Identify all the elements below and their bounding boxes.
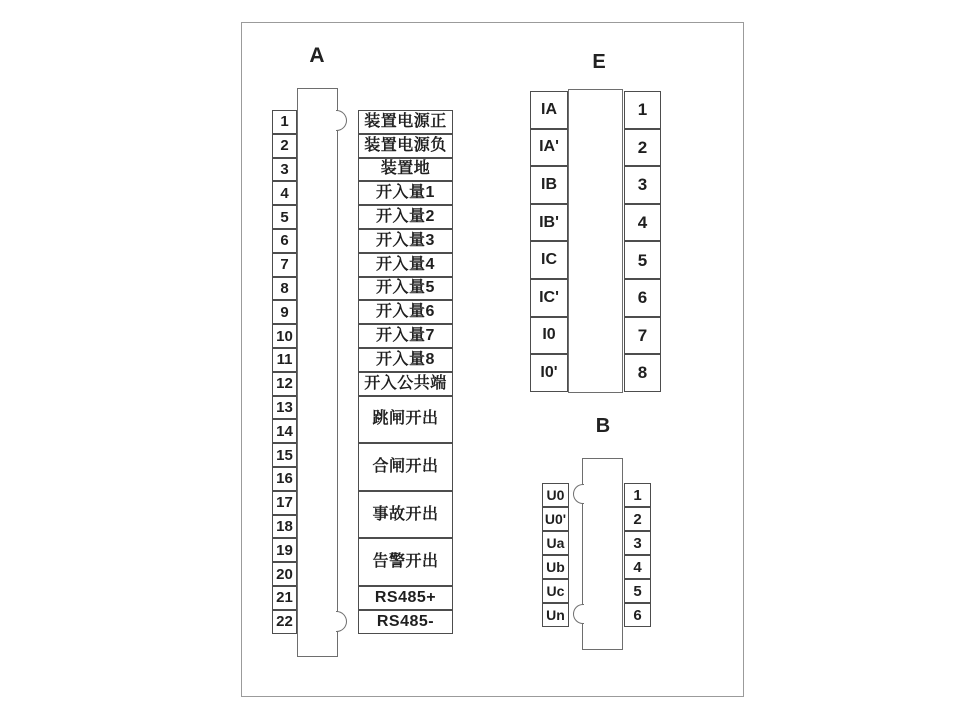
signal-label-cell: Un (542, 603, 569, 627)
terminal-number-cell: 3 (272, 158, 297, 182)
terminal-label-cell: RS485+ (358, 586, 453, 610)
terminal-number-cell: 6 (272, 229, 297, 253)
block-b-body (582, 458, 623, 650)
signal-label-cell: U0 (542, 483, 569, 507)
block-e-pin-column (624, 91, 661, 392)
terminal-number-cell: 10 (272, 324, 297, 348)
pin-number-cell: 5 (624, 241, 661, 279)
terminal-number-cell: 16 (272, 467, 297, 491)
pin-number-cell: 7 (624, 317, 661, 355)
terminal-label-cell: 告警开出 (358, 538, 453, 586)
terminal-label-cell: 开入量5 (358, 277, 453, 301)
terminal-label-cell: 装置电源正 (358, 110, 453, 134)
terminal-label-cell: 开入公共端 (358, 372, 453, 396)
block-e-body (568, 89, 623, 393)
terminal-label-cell: 开入量2 (358, 205, 453, 229)
block-e-label-column (530, 91, 568, 392)
pin-number-cell: 8 (624, 354, 661, 392)
terminal-label-cell: 跳闸开出 (358, 396, 453, 444)
signal-label-cell: I0 (530, 317, 568, 355)
terminal-label-cell: 开入量8 (358, 348, 453, 372)
terminal-number-cell: 18 (272, 515, 297, 539)
signal-label-cell: Ua (542, 531, 569, 555)
terminal-label-cell: 合闸开出 (358, 443, 453, 491)
terminal-number-cell: 17 (272, 491, 297, 515)
terminal-number-cell: 12 (272, 372, 297, 396)
signal-label-cell: IC' (530, 279, 568, 317)
block-b-pin-column (624, 483, 651, 627)
signal-label-cell: Ub (542, 555, 569, 579)
pin-number-cell: 4 (624, 555, 651, 579)
terminal-label-cell: 开入量7 (358, 324, 453, 348)
terminal-label-cell: 装置电源负 (358, 134, 453, 158)
terminal-number-cell: 8 (272, 277, 297, 301)
pin-number-cell: 1 (624, 483, 651, 507)
terminal-number-cell: 11 (272, 348, 297, 372)
signal-label-cell: U0' (542, 507, 569, 531)
block-b-label-column (542, 483, 569, 627)
terminal-number-cell: 19 (272, 538, 297, 562)
terminal-number-cell: 13 (272, 396, 297, 420)
signal-label-cell: IA (530, 91, 568, 129)
pin-number-cell: 1 (624, 91, 661, 129)
terminal-number-cell: 7 (272, 253, 297, 277)
block-b-title: B (595, 415, 611, 437)
terminal-label-cell: 装置地 (358, 158, 453, 182)
terminal-number-cell: 1 (272, 110, 297, 134)
signal-label-cell: IA' (530, 129, 568, 167)
terminal-label-cell: 开入量4 (358, 253, 453, 277)
pin-number-cell: 3 (624, 166, 661, 204)
block-a-label-column (358, 110, 453, 634)
pin-number-cell: 6 (624, 279, 661, 317)
terminal-number-cell: 14 (272, 419, 297, 443)
terminal-number-cell: 4 (272, 181, 297, 205)
pin-number-cell: 5 (624, 579, 651, 603)
block-e-title: E (592, 51, 606, 73)
pin-number-cell: 6 (624, 603, 651, 627)
pin-number-cell: 3 (624, 531, 651, 555)
block-a-body (297, 88, 338, 657)
pin-number-cell: 4 (624, 204, 661, 242)
terminal-label-cell: 开入量1 (358, 181, 453, 205)
signal-label-cell: I0' (530, 354, 568, 392)
block-a-title: A (309, 44, 325, 67)
terminal-number-cell: 2 (272, 134, 297, 158)
pin-number-cell: 2 (624, 129, 661, 167)
terminal-number-cell: 22 (272, 610, 297, 634)
signal-label-cell: IC (530, 241, 568, 279)
terminal-label-cell: 事故开出 (358, 491, 453, 539)
signal-label-cell: Uc (542, 579, 569, 603)
block-a-terminal-column (272, 110, 297, 634)
terminal-number-cell: 20 (272, 562, 297, 586)
signal-label-cell: IB' (530, 204, 568, 242)
terminal-label-cell: RS485- (358, 610, 453, 634)
terminal-number-cell: 15 (272, 443, 297, 467)
signal-label-cell: IB (530, 166, 568, 204)
pin-number-cell: 2 (624, 507, 651, 531)
terminal-number-cell: 9 (272, 300, 297, 324)
terminal-label-cell: 开入量3 (358, 229, 453, 253)
terminal-label-cell: 开入量6 (358, 300, 453, 324)
terminal-number-cell: 21 (272, 586, 297, 610)
terminal-number-cell: 5 (272, 205, 297, 229)
